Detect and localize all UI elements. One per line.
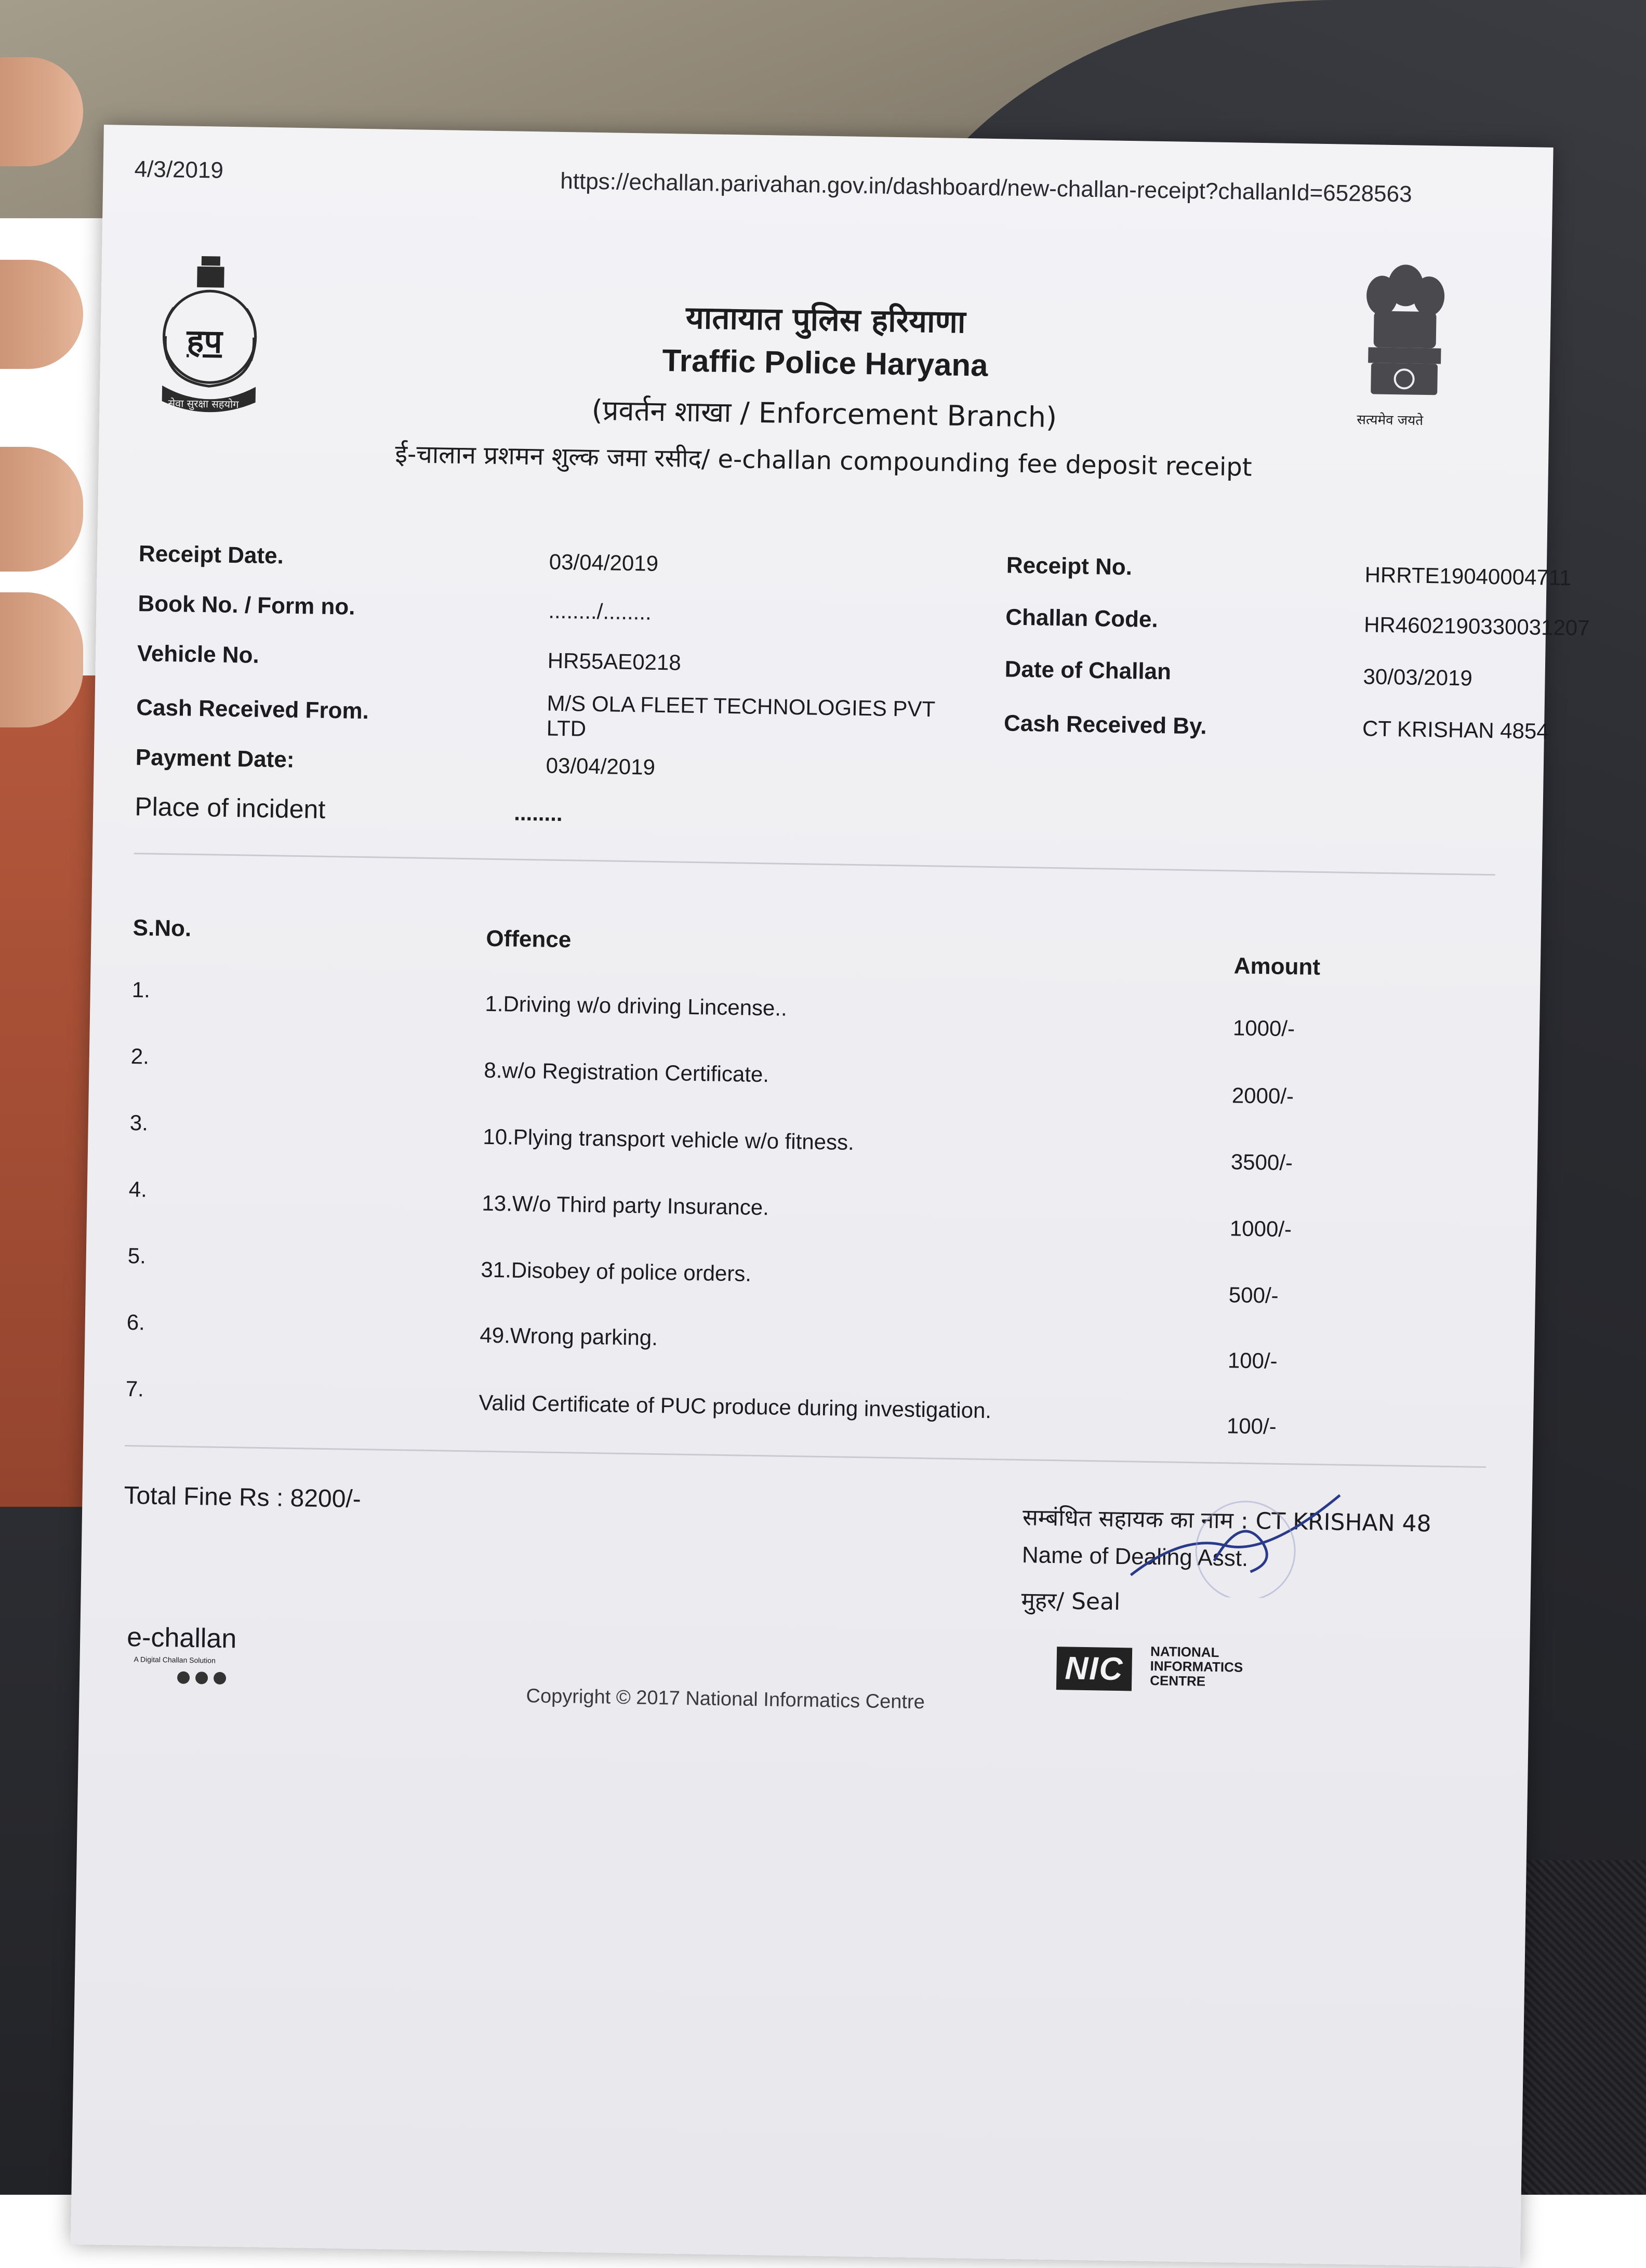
cash-received-from-value-line2: LTD [546, 715, 587, 741]
challan-receipt [71, 125, 1590, 2267]
cash-received-from-value-line1: M/S OLA FLEET TECHNOLOGIES PVT [547, 691, 936, 722]
nic-name-line2: INFORMATICS [1150, 1657, 1243, 1675]
cash-received-by-value: CT KRISHAN 4854 [1362, 716, 1549, 744]
row-sno: 4. [128, 1177, 148, 1202]
print-date: 4/3/2019 [134, 156, 224, 183]
row-sno: 6. [126, 1309, 145, 1335]
receipt-no-label: Receipt No. [1006, 552, 1133, 580]
nic-logo-text: NIC [1056, 1647, 1132, 1691]
place-of-incident-label: Place of incident [134, 792, 326, 824]
receipt-date-value: 03/04/2019 [549, 549, 659, 576]
finger [0, 260, 83, 369]
row-sno: 2. [130, 1044, 150, 1069]
title-english: Traffic Police Haryana [661, 342, 988, 383]
payment-date-value: 03/04/2019 [546, 753, 656, 779]
title-receipt-type: ई-चालान प्रशमन शुल्क जमा रसीद/ e-challan compounding fee deposit receipt [395, 439, 1253, 482]
seal-label: मुहर/ Seal [1021, 1587, 1121, 1616]
nic-name-line1: NATIONAL [1150, 1643, 1219, 1661]
dealing-assistant-label: Name of Dealing Asst. [1021, 1542, 1249, 1571]
date-of-challan-label: Date of Challan [1004, 656, 1172, 685]
vehicle-no-value: HR55AE0218 [547, 648, 682, 675]
challan-code-label: Challan Code. [1005, 604, 1159, 632]
payment-date-label: Payment Date: [135, 745, 295, 773]
divider [125, 1445, 1486, 1468]
row-offence: 49.Wrong parking. [480, 1322, 658, 1350]
row-amount: 1000/- [1232, 1015, 1295, 1041]
book-no-label: Book No. / Form no. [138, 591, 355, 620]
signature-icon [1120, 1471, 1392, 1600]
cash-received-by-label: Cash Received By. [1003, 710, 1207, 739]
row-offence: 10.Plying transport vehicle w/o fitness. [483, 1124, 855, 1155]
finger [0, 447, 83, 572]
book-no-value: ......../........ [548, 598, 652, 625]
challan-code-value: HR4602190330031207 [1363, 612, 1590, 641]
echallan-logo-icon [126, 1622, 262, 1702]
row-offence: 1.Driving w/o driving Lincense.. [485, 991, 788, 1020]
badge-motto: सेवा सुरक्षा सहयोग [168, 397, 239, 411]
cash-received-from-label: Cash Received From. [136, 695, 369, 724]
dealing-assistant-hindi: सम्बंधित सहायक का नाम : CT KRISHAN 48 [1022, 1504, 1432, 1537]
title-branch: (प्रवर्तन शाखा / Enforcement Branch) [591, 393, 1057, 434]
row-offence: 13.W/o Third party Insurance. [482, 1190, 769, 1220]
row-offence: 31.Disobey of police orders. [481, 1257, 752, 1286]
print-url: https://echallan.parivahan.gov.in/dashboard/new-challan-receipt?challanId=6528563 [560, 168, 1412, 207]
row-offence: 8.w/o Registration Certificate. [484, 1057, 769, 1087]
table-header-sno: S.No. [132, 915, 192, 941]
vehicle-no-label: Vehicle No. [137, 641, 260, 668]
table-header-offence: Offence [486, 925, 572, 953]
row-sno: 5. [127, 1243, 147, 1268]
row-sno: 7. [125, 1376, 144, 1401]
row-amount: 100/- [1226, 1413, 1277, 1439]
place-of-incident-value: ........ [513, 800, 563, 826]
row-amount: 1000/- [1229, 1216, 1292, 1242]
copyright: Copyright © 2017 National Informatics Centre [526, 1685, 925, 1714]
row-sno: 3. [129, 1110, 149, 1135]
echallan-logo-text: e-challan [126, 1622, 237, 1654]
nic-name-line3: CENTRE [1149, 1672, 1206, 1689]
echallan-tagline: A Digital Challan Solution [134, 1655, 216, 1665]
table-header-amount: Amount [1233, 953, 1321, 980]
row-amount: 100/- [1227, 1348, 1278, 1373]
nic-logo-icon [1056, 1643, 1243, 1691]
date-of-challan-value: 30/03/2019 [1363, 664, 1473, 691]
row-offence: Valid Certificate of PUC produce during investigation. [479, 1390, 992, 1423]
divider [134, 853, 1495, 876]
row-amount: 2000/- [1231, 1083, 1294, 1109]
title-hindi: यातायात पुलिस हरियाणा [685, 299, 966, 341]
badge-text: हप [186, 322, 223, 361]
row-sno: 1. [131, 977, 151, 1002]
total-fine: Total Fine Rs : 8200/- [124, 1481, 362, 1514]
row-amount: 500/- [1228, 1282, 1279, 1308]
row-amount: 3500/- [1230, 1149, 1293, 1175]
receipt-date-label: Receipt Date. [138, 541, 284, 569]
emblem-motto: सत्यमेव जयते [1357, 412, 1424, 429]
receipt-no-value: HRRTE19040004711 [1364, 562, 1572, 590]
